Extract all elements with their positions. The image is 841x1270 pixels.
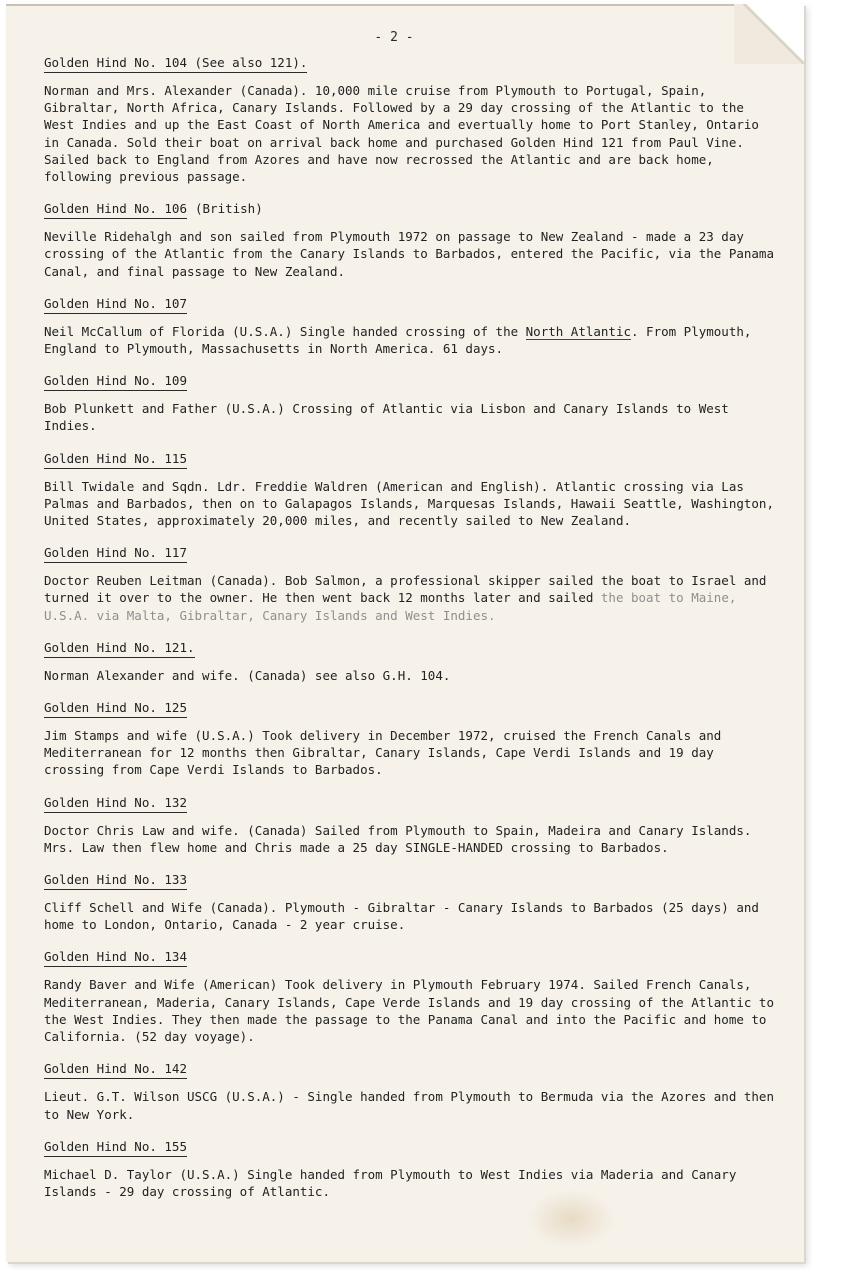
entry-134 xyxy=(44,946,779,1045)
underlined-phrase: North Atlantic xyxy=(525,323,631,339)
entry-heading: Golden Hind No. 125 xyxy=(44,700,187,718)
entry-heading: Golden Hind No. 134 xyxy=(44,949,187,967)
entry-109 xyxy=(44,370,779,434)
entry-155 xyxy=(44,1136,779,1200)
entry-body: Doctor Chris Law and wife. (Canada) Sailed from Plymouth to Spain, Madeira and Canary Islands. Mrs. Law then flew home and Chris made a 25 day SINGLE-HANDED crossing to Barbados. xyxy=(44,822,752,855)
entry-body: Cliff Schell and Wife (Canada). Plymouth - Gibraltar - Canary Islands to Barbados (25 days) and home to London, Ontario, Canada - 2 year cruise. xyxy=(44,900,759,933)
entry-heading: Golden Hind No. 133 xyxy=(44,872,187,890)
entry-heading: Golden Hind No. 107 xyxy=(44,296,187,314)
entry-132 xyxy=(44,792,779,856)
entry-117 xyxy=(44,542,779,624)
entry-heading: Golden Hind No. 132 xyxy=(44,795,187,813)
entry-142 xyxy=(44,1058,779,1122)
page-edge xyxy=(6,4,804,6)
entry-heading: Golden Hind No. 121. xyxy=(44,640,195,658)
entry-body: Neil McCallum of Florida (U.S.A.) Single handed crossing of the North Atlantic. From Plymouth, England to Plymouth, Massachusetts in North America. 61 days. xyxy=(44,323,752,357)
faded-text: the boat to Maine, U.S.A. via Malta, Gibraltar, Canary Islands and West Indies. xyxy=(44,590,737,623)
entry-heading: Golden Hind No. 106 xyxy=(44,201,187,219)
entry-125 xyxy=(44,697,779,779)
entry-133 xyxy=(44,869,779,933)
entry-heading: Golden Hind No. 104 (See also 121). xyxy=(44,55,307,73)
entry-107 xyxy=(44,293,779,357)
entry-body: Jim Stamps and wife (U.S.A.) Took delivery in December 1972, cruised the French Canals and Mediterranean for 12 months then Gibraltar, Canary Islands, Cape Verdi Islands and 19 day crossing from Cape Verdi Islands to Barbados. xyxy=(44,728,722,778)
entry-body: Bill Twidale and Sqdn. Ldr. Freddie Waldren (American and English). Atlantic crossing via Las Palmas and Barbados, then on to Galapagos Islands, Marquesas Islands, Hawaii Seattle, Washington, United States, approximately 20,000 miles, and recently sailed to New Zealand. xyxy=(44,478,774,529)
entry-body: Neville Ridehalgh and son sailed from Plymouth 1972 on passage to New Zealand - made a 23 day crossing of the Atlantic from the Canary Islands to Barbados, entered the Pacific, via the Panama Canal, and final passage to New Zealand. xyxy=(44,229,774,279)
entry-body: Norman Alexander and wife. (Canada) see also G.H. 104. xyxy=(44,667,451,683)
entry-heading: Golden Hind No. 109 xyxy=(44,373,187,391)
entry-115 xyxy=(44,448,779,530)
page-number: - 2 - xyxy=(374,30,414,45)
entry-106 xyxy=(44,198,779,280)
entry-121 xyxy=(44,637,779,684)
entry-heading: Golden Hind No. 142 xyxy=(44,1061,187,1079)
document-page xyxy=(6,4,804,1262)
entries-list xyxy=(44,52,779,1213)
entry-heading: Golden Hind No. 115 xyxy=(44,451,187,469)
entry-body: Michael D. Taylor (U.S.A.) Single handed from Plymouth to West Indies via Maderia and Canary Islands - 29 day crossing of Atlantic. xyxy=(44,1166,737,1199)
entry-body: Bob Plunkett and Father (U.S.A.) Crossing of Atlantic via Lisbon and Canary Islands to West Indies. xyxy=(44,401,729,434)
entry-heading: Golden Hind No. 117 xyxy=(44,545,187,563)
entry-body: Randy Baver and Wife (American) Took delivery in Plymouth February 1974. Sailed French Canals, Mediterranean, Maderia, Canary Islands, Cape Verde Islands and 19 day crossing of the Atlantic to the West Indies. They then made the passage to the Panama Canal and into the Pacific and home to California. (52 day voyage). xyxy=(44,977,774,1045)
entry-104 xyxy=(44,52,779,185)
entry-heading: Golden Hind No. 155 xyxy=(44,1139,187,1157)
entry-body: Lieut. G.T. Wilson USCG (U.S.A.) - Single handed from Plymouth to Bermuda via the Azores and then to New York. xyxy=(44,1089,774,1122)
entry-note: (British) xyxy=(195,201,263,217)
entry-body: Norman and Mrs. Alexander (Canada). 10,000 mile cruise from Plymouth to Portugal, Spain, Gibraltar, North Africa, Canary Islands. Followed by a 29 day crossing of the Atlantic to the West Indies and up the East Coast of North America and evertually home to Port Stanley, Ontario in Canada. Sold their boat on arrival back home and purchased Golden Hind 121 from Paul Vine. Sailed back to England from Azores and have now recrossed the Atlantic and are back home, following previous passage. xyxy=(44,83,759,185)
entry-body: Doctor Reuben Leitman (Canada). Bob Salmon, a professional skipper sailed the boat to Israel and turned it over to the owner. He then went back 12 months later and sailed the boat to Maine, U.S.A. via Malta, Gibraltar, Canary Islands and West Indies. xyxy=(44,573,767,623)
